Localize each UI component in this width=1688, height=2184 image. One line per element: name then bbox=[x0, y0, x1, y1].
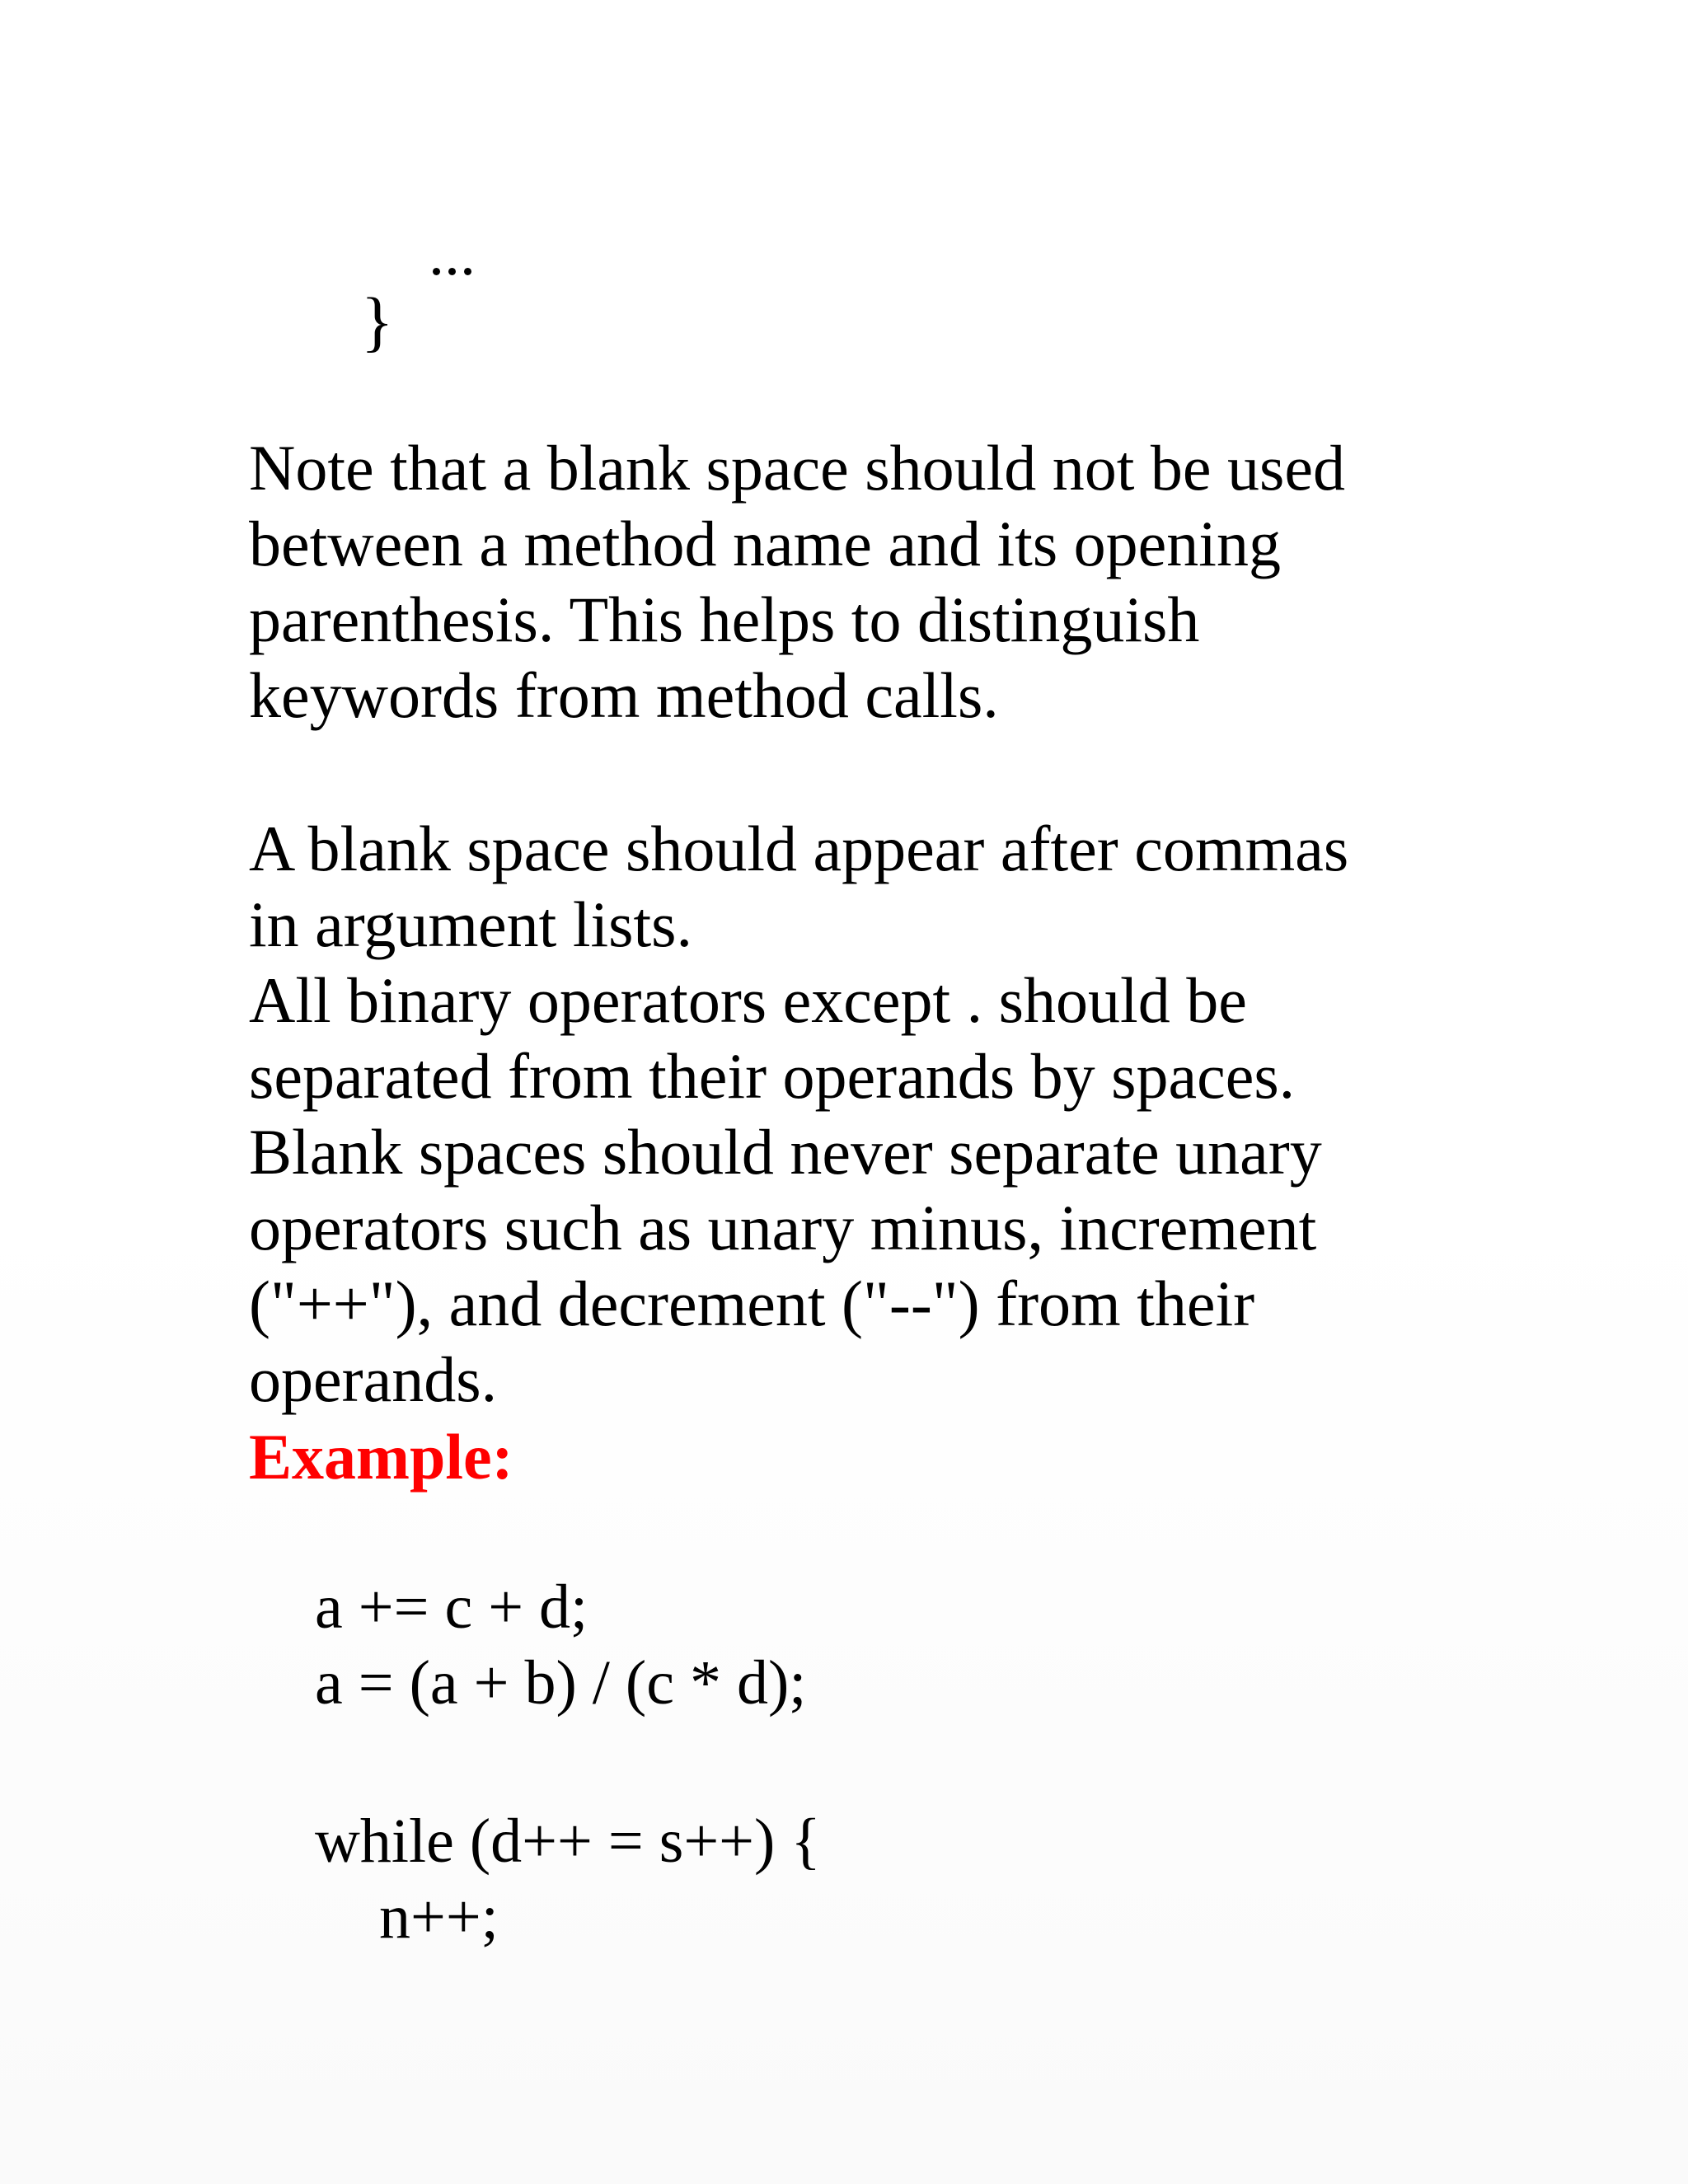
text-line: operands. bbox=[249, 1343, 498, 1415]
code-closing-brace: } bbox=[361, 284, 394, 359]
example-heading: Example: bbox=[249, 1421, 513, 1493]
note-paragraph bbox=[249, 430, 1667, 733]
text-line: Blank spaces should never separate unary bbox=[249, 1116, 1322, 1188]
text-line: in argument lists. bbox=[249, 888, 693, 960]
code-line-3: while (d++ = s++) { bbox=[315, 1807, 821, 1876]
text-line: separated from their operands by spaces. bbox=[249, 1040, 1296, 1112]
code-line-4: n++; bbox=[379, 1882, 499, 1952]
text-line: ("++"), and decrement ("--") from their bbox=[249, 1268, 1255, 1339]
rules-paragraph bbox=[249, 811, 1667, 1418]
code-line-1: a += c + d; bbox=[315, 1572, 588, 1642]
text-line: keywords from method calls. bbox=[249, 659, 999, 731]
text-line: operators such as unary minus, increment bbox=[249, 1192, 1317, 1263]
text-line: A blank space should appear after commas bbox=[249, 813, 1349, 884]
text-line: Note that a blank space should not be used bbox=[249, 432, 1345, 504]
code-ellipsis: ... bbox=[429, 219, 476, 288]
text-line: All binary operators except . should be bbox=[249, 964, 1247, 1036]
text-line: parenthesis. This helps to distinguish bbox=[249, 583, 1200, 655]
code-line-2: a = (a + b) / (c * d); bbox=[315, 1648, 807, 1718]
text-line: between a method name and its opening bbox=[249, 508, 1281, 579]
